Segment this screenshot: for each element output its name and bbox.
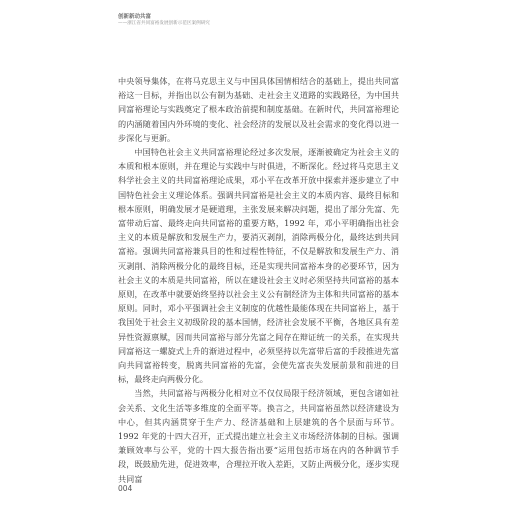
running-header-subtitle: ——浙江省共同富裕发展创新示范区案例研究 [118, 21, 210, 26]
paragraph-fourteenth-congress: 当然，共同富裕与两极分化相对立不仅仅局限于经济领域，更包含诸如社会关系、文化生活等多维度的全面平等。换言之，共同富裕虽然以经济建设为中心，但其内涵贯穿于生产力、经济基础和上层建筑的各个层面与环节。1992 年党的十四大召开，正式提出建立社会主义市场经济体制的目标。强调兼顾效率与公平，党的十四大报告指出要“运用包括市场在内的各种调节手段，既鼓励先进，促进效率，合理拉开收入差距，又防止两极分化，逐步实现共同富 [118, 388, 399, 484]
paragraph-continued: 中央领导集体，在将马克思主义与中国具体国情相结合的基础上，提出共同富裕这一目标，并指出以公有制为基础、走社会主义道路的实践路径，为中国共同富裕理论与实践奠定了根本政治前提和制度基础。在新时代，共同富裕理论的内涵随着国内外环境的变化、社会经济的发展以及社会需求的变化得以进一步深化与更新。 [118, 76, 399, 143]
body-text [118, 74, 399, 486]
page-number: 004 [118, 484, 133, 493]
running-header [118, 14, 418, 27]
running-header-title: 创新新动共富 [118, 14, 152, 20]
paragraph-deng-xiaoping-theory: 中国特色社会主义共同富裕理论经过多次发展，逐渐被确定为社会主义的本质和根本原则，并在理论与实践中与时俱进，不断深化。经过将马克思主义科学社会主义的共同富裕理论成果，邓小平在改革开放中探索并逐步建立了中国特色社会主义理论体系。强调共同富裕是社会主义的本质内容、最终目标和根本原则，明确发展才是硬道理，主张发展来解决问题，提出了部分先富、先富带动后富、最终走向共同富裕的重要方略，1992 年，邓小平明确指出社会主义的本质是解放和发展生产力，要消灭剥削，消除两极分化，最终达到共同富裕。强调共同富裕兼具目的性和过程性特征，不仅是解放和发展生产力、消灭剥削、消除两极分化的最终目标，还是实现共同富裕本身的必要环节，因为社会主义的本质是共同富裕，所以在建设社会主义时必须坚持共同富裕的基本原则，在改革中就要始终坚持以社会主义公有制经济为主体和共同富裕的基本原则。同时，邓小平强调社会主义制度的优越性最能体现在共同富裕上，基于我国处于社会主义初级阶段的基本国情，经济社会发展不平衡，各地区具有差异性资源禀赋，因而共同富裕与部分先富之间存在辩证统一的关系，在实现共同富裕这一螺旋式上升的渐进过程中，必须坚持以先富带后富的手段推进先富向共同富裕转变，脱离共同富裕的先富，会使先富丧失发展前景和前进的目标，最终走向两极分化。 [118, 147, 399, 385]
